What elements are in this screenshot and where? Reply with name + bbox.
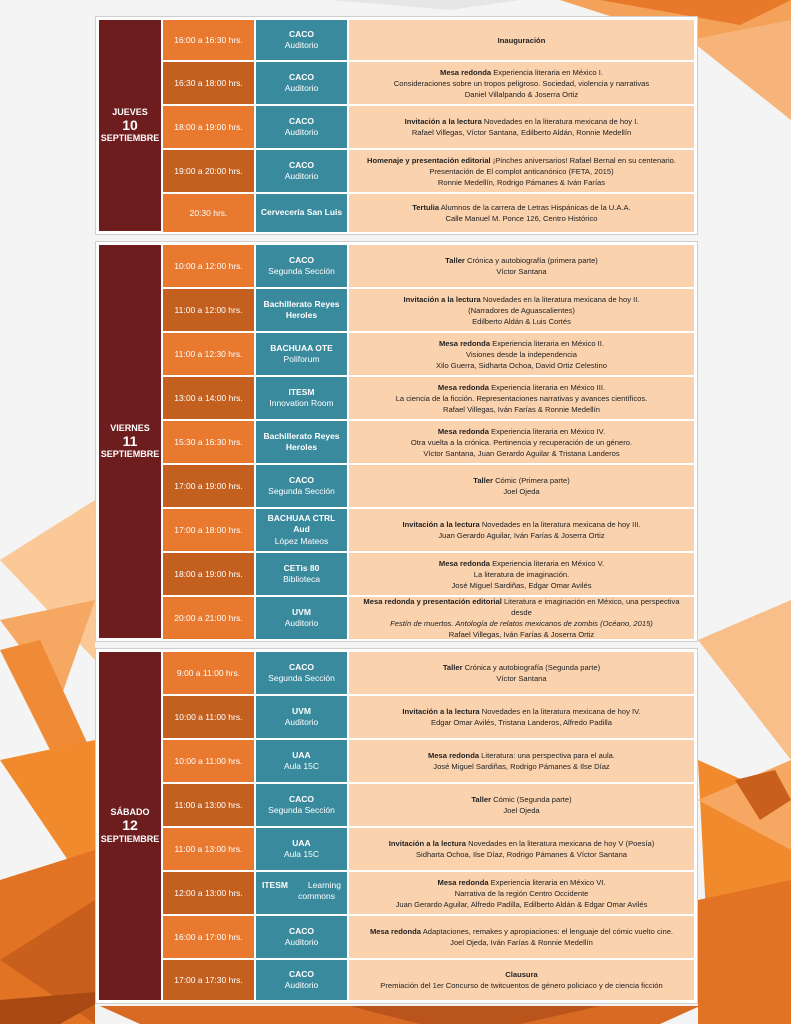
time-cell: 20:00 a 21:00 hrs.	[163, 597, 254, 639]
event-cell	[349, 194, 694, 232]
event-cell	[349, 597, 694, 639]
schedule-row	[163, 960, 694, 1000]
event-cell	[349, 872, 694, 914]
venue-cell	[256, 509, 347, 551]
event-cell	[349, 784, 694, 826]
day-month: SEPTIEMBRE	[100, 449, 160, 460]
event-cell	[349, 62, 694, 104]
event-type: Invitación a la lectura	[402, 520, 480, 529]
event-line: (Narradores de Aguascalientes)	[468, 305, 575, 315]
venue-name: CACO	[288, 159, 315, 170]
event-cell	[349, 333, 694, 375]
schedule-row	[163, 828, 694, 870]
event-type: Invitación a la lectura	[402, 707, 480, 716]
event-cell	[349, 509, 694, 551]
venue-name: CACO	[288, 71, 315, 82]
event-type: Mesa redonda	[438, 338, 491, 348]
schedule-row	[163, 916, 694, 958]
event-cell	[349, 828, 694, 870]
time-cell: 12:00 a 13:00 hrs.	[163, 872, 254, 914]
schedule-row	[163, 740, 694, 782]
venue-cell	[256, 784, 347, 826]
schedule-row	[163, 377, 694, 419]
time-cell: 17:00 a 18:00 hrs.	[163, 509, 254, 551]
venue-cell	[256, 553, 347, 595]
schedule-row	[163, 784, 694, 826]
time-cell: 18:00 a 19:00 hrs.	[163, 106, 254, 148]
event-line: José Miguel Sardiñas, Rodrigo Pámanes & Ilse Díaz	[433, 762, 610, 771]
event-cell	[349, 245, 694, 287]
event-cell	[349, 106, 694, 148]
event-type: Mesa redonda	[437, 877, 489, 887]
venue-name: BACHUAA CTRL Aud	[267, 512, 336, 535]
schedule-row	[163, 106, 694, 148]
event-cell	[349, 20, 694, 60]
event-line: Víctor Santana	[496, 674, 547, 683]
venue-cell	[256, 194, 347, 232]
schedule-row	[163, 20, 694, 60]
event-title: Adaptaciones, remakes y apropiaciones: el lenguaje del cómic vuelto cine.	[421, 927, 674, 936]
venue-name: UAA	[292, 749, 311, 760]
venue-detail: Segunda Sección	[268, 266, 335, 276]
venue-detail: Auditorio	[284, 171, 319, 181]
schedule-row	[163, 696, 694, 738]
event-line: Rafael Villegas, Víctor Santana, Edilberto Aldán, Ronnie Medellín	[411, 128, 632, 137]
event-type: Mesa redonda	[437, 382, 489, 392]
event-line: Presentación de El complot anticanónico (FETA, 2015)	[429, 166, 614, 176]
day-label	[99, 245, 161, 638]
time-cell: 16:00 a 17:00 hrs.	[163, 916, 254, 958]
event-line: La ciencia de la ficción. Representaciones narrativas y avances científicos.	[395, 393, 648, 403]
schedule-row	[163, 245, 694, 287]
event-title: Novedades en la literatura mexicana de hoy V (Poesía)	[465, 839, 655, 848]
event-cell	[349, 377, 694, 419]
time-cell: 16:30 a 18:00 hrs.	[163, 62, 254, 104]
time-cell: 19:00 a 20:00 hrs.	[163, 150, 254, 192]
venue-name: CACO	[288, 661, 315, 672]
event-title: Alumnos de la carrera de Letras Hispánicas de la U.A.A.	[439, 203, 631, 212]
venue-cell	[256, 150, 347, 192]
event-line: Consideraciones sobre un tropos peligroso. Sociedad, violencia y narrativas	[393, 78, 650, 88]
event-cell	[349, 652, 694, 694]
event-type: Mesa redonda	[369, 927, 422, 936]
venue-name: CACO	[288, 28, 315, 39]
venue-name: Bachillerato Reyes Heroles	[263, 298, 340, 320]
venue-name: UVM	[292, 705, 311, 716]
venue-detail: commons	[298, 891, 335, 902]
time-cell: 16:00 a 16:30 hrs.	[163, 20, 254, 60]
day-label	[99, 20, 161, 231]
event-line: Premiación del 1er Concurso de twitcuentos de género policiaco y de ciencia ficción	[380, 981, 663, 990]
event-title: Experiencia literaria en México III.	[488, 382, 606, 392]
day-number: 12	[122, 817, 138, 834]
venue-name: CACO	[288, 474, 315, 485]
schedule-row	[163, 652, 694, 694]
venue-cell	[256, 597, 347, 639]
event-cell	[349, 696, 694, 738]
event-type: Inauguración	[497, 35, 546, 45]
day-block-friday	[95, 241, 698, 642]
venue-name: ITESM	[288, 386, 315, 397]
event-type: Taller	[471, 795, 492, 804]
event-line: Juan Gerardo Aguilar, Iván Farías & Joserra Ortiz	[438, 531, 605, 540]
event-title: Literatura: una perspectiva para el aula.	[479, 751, 615, 760]
venue-cell	[256, 245, 347, 287]
event-cell	[349, 465, 694, 507]
event-title: ¡Pinches aniversarios! Rafael Bernal en su centenario.	[490, 155, 676, 165]
schedule-row	[163, 509, 694, 551]
event-title: Experiencia literaria en México VI.	[488, 877, 606, 887]
event-line: Narrativa de la región Centro Occidente	[454, 888, 589, 898]
venue-name: CACO	[288, 254, 315, 265]
event-title: Cómic (Segunda parte)	[491, 795, 572, 804]
event-cell	[349, 150, 694, 192]
venue-cell	[256, 20, 347, 60]
schedule-row	[163, 597, 694, 639]
venue-detail: Auditorio	[284, 83, 319, 93]
venue-cell	[256, 465, 347, 507]
time-cell: 9:00 a 11:00 hrs.	[163, 652, 254, 694]
time-cell: 20:30 hrs.	[163, 194, 254, 232]
day-name: SÁBADO	[110, 807, 150, 818]
venue-detail: Biblioteca	[283, 574, 320, 584]
time-cell: 18:00 a 19:00 hrs.	[163, 553, 254, 595]
venue-detail: Poliforum	[283, 354, 320, 364]
venue-cell	[256, 916, 347, 958]
event-line: Visiones desde la independencia	[466, 349, 577, 359]
venue-cell	[256, 960, 347, 1000]
event-title: Novedades en la literatura mexicana de hoy IV.	[479, 707, 641, 716]
schedule-row	[163, 62, 694, 104]
event-type: Clausura	[505, 970, 538, 979]
schedule-row	[163, 194, 694, 232]
time-cell: 10:00 a 11:00 hrs.	[163, 740, 254, 782]
venue-detail: Aula 15C	[284, 849, 319, 859]
event-type: Mesa redonda	[440, 67, 492, 77]
event-title: Crónica y autobiografía (Segunda parte)	[462, 663, 601, 672]
event-title: Experiencia literaria en México IV.	[488, 426, 606, 436]
venue-cell	[256, 828, 347, 870]
venue-cell	[256, 377, 347, 419]
schedule-row	[163, 465, 694, 507]
event-title: Novedades en la literatura mexicana de hoy I.	[481, 117, 639, 126]
event-line: Edgar Omar Avilés, Tristana Landeros, Alfredo Padilla	[431, 718, 612, 727]
event-type: Mesa redonda	[437, 426, 489, 436]
venue-cell	[256, 696, 347, 738]
schedule-row	[163, 872, 694, 914]
venue-detail: Auditorio	[284, 40, 319, 50]
event-title: Literatura e imaginación en México, una perspectiva desde	[501, 597, 680, 617]
event-cell	[349, 740, 694, 782]
time-cell: 10:00 a 11:00 hrs.	[163, 696, 254, 738]
event-cell	[349, 421, 694, 463]
venue-name: CACO	[288, 925, 315, 936]
time-cell: 11:00 a 13:00 hrs.	[163, 784, 254, 826]
venue-detail: Innovation Room	[269, 398, 334, 408]
venue-detail: Auditorio	[284, 717, 319, 727]
venue-detail: Auditorio	[284, 127, 319, 137]
time-cell: 17:00 a 17:30 hrs.	[163, 960, 254, 1000]
venue-name: CACO	[288, 115, 315, 126]
venue-cell	[256, 652, 347, 694]
event-cell	[349, 960, 694, 1000]
event-type: Taller	[442, 663, 463, 672]
venue-detail: Segunda Sección	[268, 673, 335, 683]
venue-name: CETis 80	[283, 562, 320, 573]
event-title: Novedades en la literatura mexicana de hoy III.	[479, 520, 641, 529]
schedule-row	[163, 150, 694, 192]
event-line: Daniel Villalpando & Joserra Ortiz	[464, 89, 579, 99]
venue-detail: López Mateos	[274, 535, 329, 546]
time-cell: 17:00 a 19:00 hrs.	[163, 465, 254, 507]
day-month: SEPTIEMBRE	[100, 833, 160, 844]
event-type: Invitación a la lectura	[403, 294, 481, 304]
time-cell: 11:00 a 12:00 hrs.	[163, 289, 254, 331]
event-title: Experiencia literaria en México II.	[490, 338, 605, 348]
venue-name: UAA	[292, 837, 311, 848]
event-cell	[349, 916, 694, 958]
venue-name: CACO	[288, 793, 315, 804]
time-cell: 11:00 a 13:00 hrs.	[163, 828, 254, 870]
event-line: Festín de muertos. Antología de relatos mexicanos de zombis (Océano, 2015)	[390, 619, 653, 628]
event-line: Joel Ojeda	[503, 806, 540, 815]
schedule-row	[163, 289, 694, 331]
day-name: VIERNES	[110, 422, 150, 433]
event-line: Edilberto Aldán & Luis Cortés	[472, 316, 571, 326]
time-cell: 15:30 a 16:30 hrs.	[163, 421, 254, 463]
venue-detail: Auditorio	[284, 980, 319, 990]
event-line: Juan Gerardo Aguilar, Alfredo Padilla, Edilberto Aldán & Edgar Omar Avilés	[395, 899, 648, 909]
event-line: Víctor Santana, Juan Gerardo Aguilar & Tristana Landeros	[423, 448, 620, 458]
event-title: Novedades en la literatura mexicana de hoy II.	[480, 294, 640, 304]
venue-name: CACO	[288, 968, 315, 979]
venue-detail: Auditorio	[284, 937, 319, 947]
event-title: Experiencia literaria en México I.	[491, 67, 603, 77]
day-name: JUEVES	[112, 106, 148, 117]
event-line: Sidharta Ochoa, Ilse Díaz, Rodrigo Pámanes & Víctor Santana	[415, 850, 628, 859]
event-type: Taller	[473, 476, 493, 485]
event-line: Joel Ojeda	[503, 487, 540, 496]
venue-detail-split: Learning	[307, 880, 341, 890]
venue-detail: Segunda Sección	[268, 486, 335, 496]
venue-cell	[256, 740, 347, 782]
day-label	[99, 652, 161, 1000]
event-title: Crónica y autobiografía (primera parte)	[464, 256, 598, 265]
event-line: Otra vuelta a la crónica. Pertinencia y recuperación de un género.	[410, 437, 633, 447]
event-type: Invitación a la lectura	[388, 839, 466, 848]
time-cell: 11:00 a 12:30 hrs.	[163, 333, 254, 375]
schedule-row	[163, 553, 694, 595]
event-line: La literatura de imaginación.	[473, 569, 570, 579]
venue-cell	[256, 289, 347, 331]
time-cell: 13:00 a 14:00 hrs.	[163, 377, 254, 419]
venue-cell	[256, 62, 347, 104]
day-block-thursday	[95, 16, 698, 235]
event-cell	[349, 289, 694, 331]
event-line: Rafael Villegas, Iván Farías & Joserra Ortiz	[448, 630, 595, 639]
event-title: Cómic (Primera parte)	[492, 476, 570, 485]
event-line: Rafael Villegas, Iván Farías & Ronnie Medellín	[443, 404, 600, 414]
event-type: Mesa redonda	[428, 751, 480, 760]
venue-cell	[256, 333, 347, 375]
event-type: Mesa redonda	[438, 558, 490, 568]
venue-detail: Auditorio	[284, 618, 319, 628]
event-line: Joel Ojeda, Iván Farías & Ronnie Medellín	[450, 938, 593, 947]
event-title: Experiencia literaria en México V.	[489, 558, 605, 568]
day-month: SEPTIEMBRE	[100, 133, 160, 144]
venue-name: BACHUAA OTE	[270, 342, 333, 353]
venue-detail: Segunda Sección	[268, 805, 335, 815]
venue-detail: Aula 15C	[284, 761, 319, 771]
event-type: Invitación a la lectura	[404, 117, 482, 126]
event-type: Taller	[445, 256, 465, 265]
day-number: 11	[122, 432, 138, 449]
venue-name: ITESM	[262, 880, 288, 890]
event-line: Calle Manuel M. Ponce 126, Centro Histórico	[445, 214, 598, 223]
schedule-row	[163, 421, 694, 463]
day-number: 10	[122, 116, 138, 133]
event-type: Homenaje y presentación editorial	[367, 155, 491, 165]
event-cell	[349, 553, 694, 595]
event-line: Ronnie Medellín, Rodrigo Pámanes & Iván Farías	[437, 177, 606, 187]
time-cell: 10:00 a 12:00 hrs.	[163, 245, 254, 287]
event-line: Xilo Guerra, Sidharta Ochoa, David Ortiz Celestino	[436, 360, 607, 370]
event-line: José Miguel Sardiñas, Edgar Omar Avilés	[451, 580, 592, 590]
venue-name: Bachillerato Reyes Heroles	[263, 430, 340, 452]
venue-name: UVM	[292, 606, 311, 617]
schedule-row	[163, 333, 694, 375]
event-line: Víctor Santana	[496, 267, 547, 276]
event-type: Mesa redonda y presentación editorial	[363, 597, 502, 606]
venue-cell	[256, 106, 347, 148]
event-type: Tertulia	[412, 203, 440, 212]
venue-name: Cervecería San Luis	[260, 207, 343, 218]
venue-cell	[256, 872, 347, 914]
venue-cell	[256, 421, 347, 463]
day-block-saturday	[95, 648, 698, 1004]
